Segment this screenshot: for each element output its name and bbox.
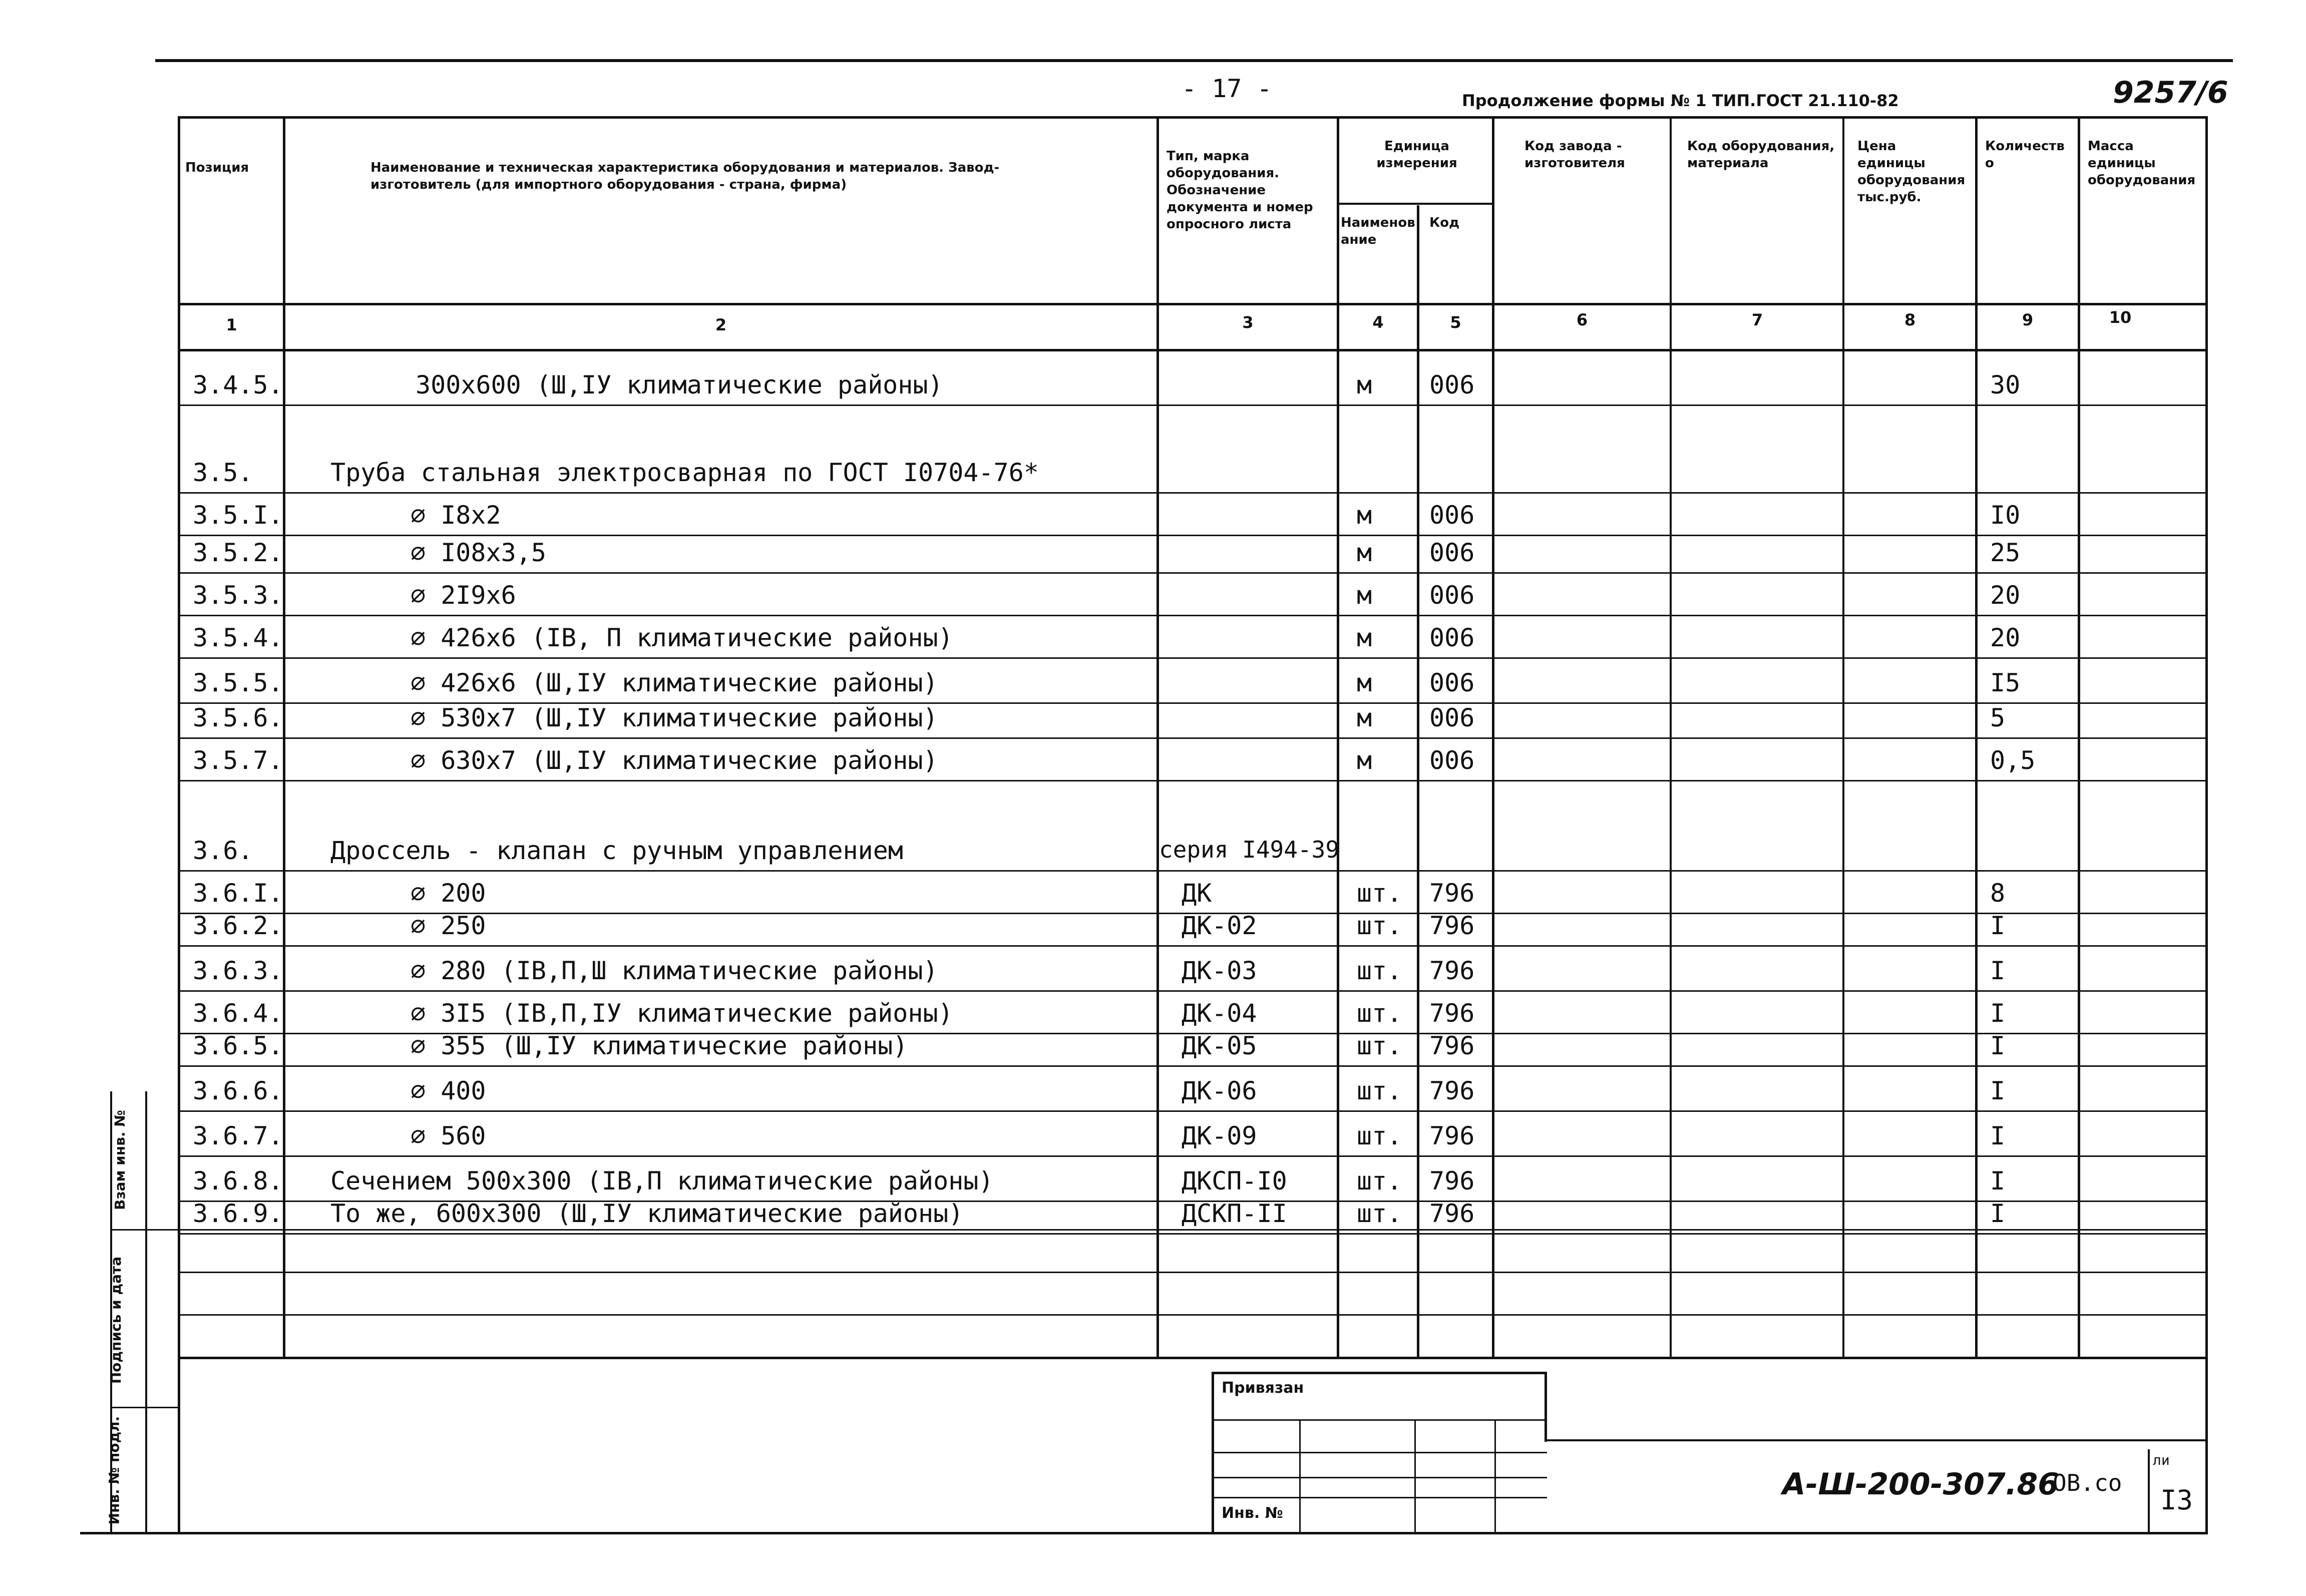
frame-top (178, 116, 2208, 119)
row-qty: 20 (1990, 623, 2021, 652)
stamp-box-top (1212, 1372, 1547, 1374)
colnum-5: 5 (1450, 313, 1461, 332)
row-qty: I (1990, 1031, 2006, 1060)
row-position: 3.5.I. (193, 501, 283, 530)
row-position: 3.6.5. (193, 1031, 283, 1060)
row-type: ДК-06 (1182, 1076, 1257, 1105)
row-position: 3.5.3. (193, 581, 283, 610)
row-name: ∅ 280 (IВ,П,Ш климатические районы) (411, 956, 938, 985)
row-qty: 8 (1990, 879, 2006, 908)
row-position: 3.5.2. (193, 538, 283, 567)
row-type: серия I494-39 (1159, 836, 1340, 863)
colnum-2: 2 (715, 315, 727, 334)
row-underline (180, 780, 2205, 781)
row-underline (180, 615, 2205, 616)
hdr-unit-code: Код (1429, 215, 1460, 230)
row-position: 3.6.2. (193, 911, 283, 940)
hdr-position: Позиция (185, 160, 249, 175)
row-type: ДК-02 (1182, 911, 1257, 940)
row-position: 3.5.5. (193, 668, 283, 697)
row-code: 006 (1429, 581, 1475, 610)
row-qty: I (1990, 911, 2006, 940)
colnum-4: 4 (1372, 313, 1384, 332)
row-name: ∅ 426x6 (IВ, П климатические районы) (411, 623, 953, 652)
row-name: ∅ 426x6 (Ш,IУ климатические районы) (411, 668, 938, 697)
row-unit: м (1357, 703, 1372, 732)
stamp-inv: Инв. № (1222, 1504, 1283, 1522)
row-code: 796 (1429, 879, 1475, 908)
top-rule (155, 59, 2233, 62)
row-underline (180, 405, 2205, 406)
stamp-doc-code: А-Ш-200-307.86 (1782, 1467, 2059, 1502)
row-unit: м (1357, 623, 1372, 652)
col-sep-1 (283, 116, 285, 1358)
empty-row-line-2 (178, 1272, 2208, 1273)
row-code: 006 (1429, 746, 1475, 775)
row-name: ∅ 2I9x6 (411, 581, 516, 610)
table-bottom (178, 1357, 2208, 1359)
stamp-sheet-label: ли (2153, 1452, 2170, 1468)
stamp-col-3 (1494, 1419, 1496, 1533)
row-underline (180, 1233, 2205, 1235)
stamp-doc-suffix: ОВ.со (2053, 1469, 2122, 1496)
row-unit: м (1357, 668, 1372, 697)
stamp-box-right (1545, 1372, 1547, 1442)
frame-right (2205, 116, 2208, 1533)
empty-row-line-3 (178, 1314, 2208, 1316)
row-qty: 0,5 (1990, 746, 2036, 775)
colnum-8: 8 (1904, 310, 1916, 329)
row-qty: I0 (1990, 501, 2021, 530)
row-code: 796 (1429, 956, 1475, 985)
col-sep-7 (1842, 116, 1844, 1358)
hdr-name: Наименование и техническая характеристика оборудования и материалов. Завод-изготовитель (для импортного оборудования - страна, фирма) (370, 160, 1000, 192)
row-qty: 25 (1990, 538, 2021, 567)
stamp-sheet-number: I3 (2160, 1484, 2193, 1516)
row-name: Дроссель - клапан с ручным управлением (330, 836, 903, 865)
row-underline (180, 1065, 2205, 1067)
row-position: 3.6.4. (193, 999, 283, 1028)
row-unit: шт. (1357, 1199, 1402, 1228)
row-unit: шт. (1357, 911, 1402, 940)
hdr-unit-split (1337, 203, 1494, 205)
stamp-title-line (1547, 1439, 2208, 1441)
row-code: 796 (1429, 1076, 1475, 1105)
hdr-unit-name: Наименование (1341, 215, 1415, 247)
row-position: 3.6.7. (193, 1121, 283, 1150)
row-underline (180, 657, 2205, 659)
row-unit: м (1357, 538, 1372, 567)
row-underline (180, 492, 2205, 494)
row-type: ДК-04 (1182, 999, 1257, 1028)
row-name: То же, 600x300 (Ш,IУ климатические районы) (330, 1199, 964, 1228)
row-unit: шт. (1357, 1076, 1402, 1105)
colnum-3: 3 (1242, 313, 1254, 332)
row-unit: м (1357, 501, 1372, 530)
row-unit: шт. (1357, 999, 1402, 1028)
row-code: 006 (1429, 623, 1475, 652)
row-position: 3.6.6. (193, 1076, 283, 1105)
row-qty: I (1990, 1121, 2006, 1150)
row-code: 006 (1429, 538, 1475, 567)
hdr-factory-code: Код завода - изготовителя (1524, 139, 1625, 171)
empty-row-line-1 (178, 1229, 2208, 1231)
row-unit: шт. (1357, 879, 1402, 908)
row-name: ∅ 3I5 (IВ,П,IУ климатические районы) (411, 999, 953, 1028)
hdr-unit: Единица измерения (1376, 139, 1457, 171)
row-type: ДСКП-II (1182, 1199, 1287, 1228)
col-sep-6 (1670, 116, 1672, 1358)
side-label-inv: Инв. № подл. (106, 1416, 123, 1525)
stamp-sheet-sep (2148, 1449, 2150, 1533)
form-note: Продолжение формы № 1 ТИП.ГОСТ 21.110-82 (1462, 91, 1899, 110)
colnum-6: 6 (1576, 310, 1588, 329)
hdr-bottom (178, 303, 2208, 305)
row-position: 3.5. (193, 458, 253, 487)
col-sep-8 (1975, 116, 1978, 1358)
hdr-mass: Масса единицы оборудования (2088, 139, 2196, 188)
row-type: ДК-03 (1182, 956, 1257, 985)
row-code: 796 (1429, 911, 1475, 940)
col-sep-2 (1157, 116, 1159, 1358)
row-qty: I (1990, 956, 2006, 985)
row-underline (180, 535, 2205, 536)
row-code: 796 (1429, 1199, 1475, 1228)
row-name: ∅ 355 (Ш,IУ климатические районы) (411, 1031, 908, 1060)
row-name: ∅ 400 (411, 1076, 486, 1105)
row-code: 796 (1429, 1121, 1475, 1150)
row-qty: I (1990, 1166, 2006, 1195)
col-sep-9 (2078, 116, 2080, 1358)
row-name: ∅ 630x7 (Ш,IУ климатические районы) (411, 746, 938, 775)
row-position: 3.5.7. (193, 746, 283, 775)
row-position: 3.5.4. (193, 623, 283, 652)
col-sep-3 (1337, 116, 1339, 1358)
row-underline (180, 1155, 2205, 1157)
sheet-code: 9257/6 (2113, 75, 2228, 110)
row-position: 3.6.3. (193, 956, 283, 985)
stamp-row-2 (1212, 1452, 1547, 1453)
row-name: ∅ 560 (411, 1121, 486, 1150)
row-name: Труба стальная электросварная по ГОСТ I0704-76* (330, 458, 1039, 487)
page-number: - 17 - (1182, 74, 1272, 103)
row-name: Сечением 500x300 (IВ,П климатические районы) (330, 1166, 994, 1195)
row-position: 3.6.8. (193, 1166, 283, 1195)
row-name: ∅ 200 (411, 879, 486, 908)
colnum-10: 10 (2109, 308, 2132, 327)
row-underline (180, 945, 2205, 947)
colnum-7: 7 (1751, 310, 1763, 329)
row-underline (180, 990, 2205, 992)
row-qty: 20 (1990, 581, 2021, 610)
row-unit: м (1357, 370, 1372, 400)
row-type: ДК (1182, 879, 1212, 908)
side-strip-mid (145, 1091, 147, 1532)
hdr-qty: Количество (1985, 139, 2065, 171)
stamp-row-3 (1212, 1477, 1547, 1478)
row-qty: I (1990, 1076, 2006, 1105)
row-code: 796 (1429, 999, 1475, 1028)
frame-bottom (80, 1532, 2208, 1534)
hdr-type: Тип, марка оборудования. Обозначение документа и номер опросного листа (1167, 149, 1313, 232)
row-code: 006 (1429, 370, 1475, 400)
stamp-privyazan: Привязан (1222, 1379, 1304, 1397)
stamp-col-1 (1299, 1419, 1301, 1533)
row-unit: шт. (1357, 956, 1402, 985)
side-label-podpis: Подпись и дата (108, 1256, 125, 1384)
stamp-row-4 (1212, 1497, 1547, 1498)
row-type: ДК-09 (1182, 1121, 1257, 1150)
colnum-9: 9 (2022, 310, 2034, 329)
row-position: 3.5.6. (193, 703, 283, 732)
row-code: 006 (1429, 703, 1475, 732)
row-underline (180, 572, 2205, 574)
row-qty: 5 (1990, 703, 2006, 732)
col-sep-5 (1492, 116, 1494, 1358)
row-underline (180, 870, 2205, 872)
row-unit: шт. (1357, 1121, 1402, 1150)
row-position: 3.6.9. (193, 1199, 283, 1228)
row-type: ДКСП-I0 (1182, 1166, 1287, 1195)
row-unit: шт. (1357, 1166, 1402, 1195)
row-underline (180, 737, 2205, 739)
row-qty: I (1990, 999, 2006, 1028)
side-label-vzam: Взам инв. № (111, 1110, 128, 1210)
col-sep-4 (1417, 205, 1419, 1358)
stamp-row-1 (1212, 1419, 1547, 1421)
row-qty: I (1990, 1199, 2006, 1228)
hdr-price: Цена единицы оборудования тыс.руб. (1857, 139, 1966, 205)
row-code: 006 (1429, 501, 1475, 530)
row-unit: шт. (1357, 1031, 1402, 1060)
side-sep-1 (110, 1229, 180, 1231)
side-sep-2 (110, 1407, 180, 1408)
colnum-1: 1 (226, 315, 237, 334)
row-type: ДК-05 (1182, 1031, 1257, 1060)
row-code: 006 (1429, 668, 1475, 697)
row-unit: м (1357, 581, 1372, 610)
row-position: 3.4.5. (193, 370, 283, 400)
row-qty: I5 (1990, 668, 2021, 697)
row-name: 300x600 (Ш,IУ климатические районы) (416, 370, 943, 400)
row-code: 796 (1429, 1031, 1475, 1060)
row-name: ∅ I8x2 (411, 501, 501, 530)
row-name: ∅ 250 (411, 911, 486, 940)
hdr-material-code: Код оборудования, материала (1687, 139, 1835, 171)
row-unit: м (1357, 746, 1372, 775)
row-position: 3.6. (193, 836, 253, 865)
row-qty: 30 (1990, 370, 2021, 400)
row-underline (180, 1110, 2205, 1112)
row-name: ∅ 530x7 (Ш,IУ климатические районы) (411, 703, 938, 732)
colnum-bottom (178, 349, 2208, 351)
row-position: 3.6.I. (193, 879, 283, 908)
row-code: 796 (1429, 1166, 1475, 1195)
stamp-col-2 (1414, 1419, 1416, 1533)
row-name: ∅ I08x3,5 (411, 538, 546, 567)
